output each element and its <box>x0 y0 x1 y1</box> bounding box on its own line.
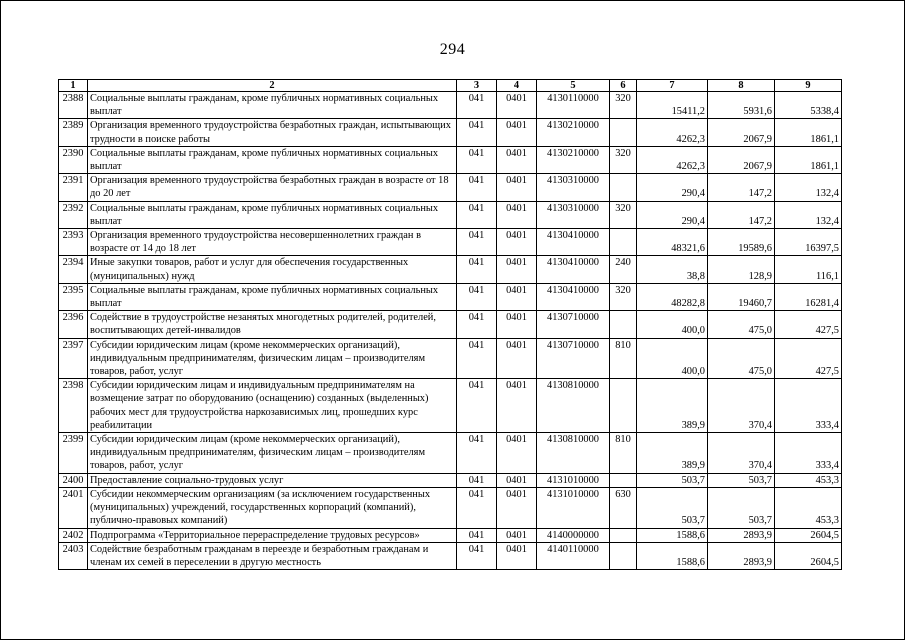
row-name: Субсидии юридическим лицам (кроме некоммерческих организаций), индивидуальным предпринимателям, физическим лицам – производителям товаров, работ, услуг <box>88 338 457 379</box>
col5-code: 4130210000 <box>537 119 610 146</box>
col7-value: 1588,6 <box>637 542 708 569</box>
col9-value: 453,3 <box>775 473 842 487</box>
row-number: 2391 <box>59 174 88 201</box>
col3-code: 041 <box>457 256 497 283</box>
table-row <box>59 146 842 173</box>
row-number: 2390 <box>59 146 88 173</box>
column-header-5: 5 <box>537 80 610 92</box>
table-row <box>59 256 842 283</box>
table-row <box>59 433 842 474</box>
row-name: Содействие безработным гражданам в переезде и безработным гражданам и членам их семей в переселении в другую местность <box>88 542 457 569</box>
col6-code <box>610 119 637 146</box>
col7-value: 503,7 <box>637 487 708 528</box>
col9-value: 333,4 <box>775 379 842 433</box>
col4-code: 0401 <box>497 528 537 542</box>
col7-value: 4262,3 <box>637 146 708 173</box>
column-header-1: 1 <box>59 80 88 92</box>
col4-code: 0401 <box>497 146 537 173</box>
column-header-7: 7 <box>637 80 708 92</box>
column-header-6: 6 <box>610 80 637 92</box>
row-number: 2399 <box>59 433 88 474</box>
col3-code: 041 <box>457 283 497 310</box>
col7-value: 4262,3 <box>637 119 708 146</box>
col8-value: 2893,9 <box>708 542 775 569</box>
col6-code: 630 <box>610 487 637 528</box>
col5-code: 4130410000 <box>537 256 610 283</box>
table-row <box>59 92 842 119</box>
row-name: Субсидии юридическим лицам (кроме некоммерческих организаций), индивидуальным предпринимателям, физическим лицам – производителям товаров, работ, услуг <box>88 433 457 474</box>
col3-code: 041 <box>457 487 497 528</box>
col8-value: 128,9 <box>708 256 775 283</box>
row-name: Организация временного трудоустройства несовершеннолетних граждан в возрасте от 14 до 18 лет <box>88 229 457 256</box>
table-row <box>59 487 842 528</box>
col5-code: 4130410000 <box>537 283 610 310</box>
col4-code: 0401 <box>497 542 537 569</box>
table-row <box>59 119 842 146</box>
col6-code <box>610 311 637 338</box>
col9-value: 116,1 <box>775 256 842 283</box>
col9-value: 2604,5 <box>775 542 842 569</box>
row-number: 2388 <box>59 92 88 119</box>
row-number: 2395 <box>59 283 88 310</box>
col5-code: 4130310000 <box>537 201 610 228</box>
row-number: 2400 <box>59 473 88 487</box>
col6-code: 240 <box>610 256 637 283</box>
col9-value: 132,4 <box>775 174 842 201</box>
col4-code: 0401 <box>497 311 537 338</box>
row-name: Субсидии юридическим лицам и индивидуальным предпринимателям на возмещение затрат по оборудованию (оснащению) созданных (выделенных) рабочих мест для трудоустройства наркозависимых лиц, прошедших курс реабилитации <box>88 379 457 433</box>
col5-code: 4130110000 <box>537 92 610 119</box>
col3-code: 041 <box>457 174 497 201</box>
row-number: 2401 <box>59 487 88 528</box>
col8-value: 147,2 <box>708 174 775 201</box>
col3-code: 041 <box>457 311 497 338</box>
col5-code: 4131010000 <box>537 473 610 487</box>
col8-value: 370,4 <box>708 433 775 474</box>
col4-code: 0401 <box>497 283 537 310</box>
col9-value: 16281,4 <box>775 283 842 310</box>
col3-code: 041 <box>457 433 497 474</box>
row-name: Организация временного трудоустройства безработных граждан, испытывающих трудности в поиске работы <box>88 119 457 146</box>
col8-value: 2067,9 <box>708 119 775 146</box>
col3-code: 041 <box>457 92 497 119</box>
col5-code: 4130810000 <box>537 433 610 474</box>
col5-code: 4130410000 <box>537 229 610 256</box>
col7-value: 400,0 <box>637 338 708 379</box>
col4-code: 0401 <box>497 174 537 201</box>
col7-value: 389,9 <box>637 379 708 433</box>
col3-code: 041 <box>457 542 497 569</box>
col6-code <box>610 379 637 433</box>
col3-code: 041 <box>457 146 497 173</box>
column-header-8: 8 <box>708 80 775 92</box>
row-number: 2393 <box>59 229 88 256</box>
col3-code: 041 <box>457 379 497 433</box>
col7-value: 290,4 <box>637 201 708 228</box>
col9-value: 1861,1 <box>775 146 842 173</box>
col3-code: 041 <box>457 338 497 379</box>
table-row <box>59 201 842 228</box>
col4-code: 0401 <box>497 201 537 228</box>
col5-code: 4140110000 <box>537 542 610 569</box>
col9-value: 2604,5 <box>775 528 842 542</box>
row-name: Подпрограмма «Территориальное перераспределение трудовых ресурсов» <box>88 528 457 542</box>
col8-value: 503,7 <box>708 473 775 487</box>
col8-value: 503,7 <box>708 487 775 528</box>
col8-value: 19589,6 <box>708 229 775 256</box>
col7-value: 48321,6 <box>637 229 708 256</box>
col8-value: 475,0 <box>708 338 775 379</box>
row-name: Организация временного трудоустройства безработных граждан в возрасте от 18 до 20 лет <box>88 174 457 201</box>
col4-code: 0401 <box>497 92 537 119</box>
col7-value: 38,8 <box>637 256 708 283</box>
column-header-3: 3 <box>457 80 497 92</box>
table-row <box>59 473 842 487</box>
col8-value: 5931,6 <box>708 92 775 119</box>
row-number: 2397 <box>59 338 88 379</box>
col6-code <box>610 174 637 201</box>
col5-code: 4130810000 <box>537 379 610 433</box>
table-body <box>59 92 842 570</box>
col8-value: 19460,7 <box>708 283 775 310</box>
row-number: 2402 <box>59 528 88 542</box>
col5-code: 4140000000 <box>537 528 610 542</box>
table-row <box>59 174 842 201</box>
table-row <box>59 379 842 433</box>
col6-code <box>610 528 637 542</box>
row-name: Социальные выплаты гражданам, кроме публичных нормативных социальных выплат <box>88 201 457 228</box>
col7-value: 400,0 <box>637 311 708 338</box>
col3-code: 041 <box>457 473 497 487</box>
col3-code: 041 <box>457 119 497 146</box>
col9-value: 427,5 <box>775 338 842 379</box>
col9-value: 5338,4 <box>775 92 842 119</box>
col6-code: 320 <box>610 201 637 228</box>
budget-table <box>58 79 842 570</box>
col6-code: 810 <box>610 338 637 379</box>
col6-code: 320 <box>610 283 637 310</box>
row-number: 2394 <box>59 256 88 283</box>
col8-value: 147,2 <box>708 201 775 228</box>
row-name: Предоставление социально-трудовых услуг <box>88 473 457 487</box>
table-row <box>59 338 842 379</box>
col9-value: 453,3 <box>775 487 842 528</box>
row-name: Иные закупки товаров, работ и услуг для обеспечения государственных (муниципальных) нужд <box>88 256 457 283</box>
col6-code <box>610 473 637 487</box>
col5-code: 4131010000 <box>537 487 610 528</box>
col9-value: 1861,1 <box>775 119 842 146</box>
column-header-9: 9 <box>775 80 842 92</box>
col5-code: 4130310000 <box>537 174 610 201</box>
col8-value: 370,4 <box>708 379 775 433</box>
row-name: Содействие в трудоустройстве незанятых многодетных родителей, родителей, воспитывающих детей-инвалидов <box>88 311 457 338</box>
col4-code: 0401 <box>497 473 537 487</box>
table-row <box>59 283 842 310</box>
col7-value: 15411,2 <box>637 92 708 119</box>
col6-code: 810 <box>610 433 637 474</box>
header-row <box>59 80 842 92</box>
col5-code: 4130710000 <box>537 338 610 379</box>
col6-code: 320 <box>610 92 637 119</box>
table-row <box>59 311 842 338</box>
row-number: 2403 <box>59 542 88 569</box>
col4-code: 0401 <box>497 379 537 433</box>
col6-code <box>610 229 637 256</box>
col7-value: 503,7 <box>637 473 708 487</box>
table-row <box>59 229 842 256</box>
row-name: Субсидии некоммерческим организациям (за исключением государственных (муниципальных) учреждений, государственных корпораций (компаний), публично-правовых компаний) <box>88 487 457 528</box>
col4-code: 0401 <box>497 487 537 528</box>
col3-code: 041 <box>457 229 497 256</box>
col3-code: 041 <box>457 528 497 542</box>
col9-value: 333,4 <box>775 433 842 474</box>
col4-code: 0401 <box>497 229 537 256</box>
col6-code <box>610 542 637 569</box>
col7-value: 389,9 <box>637 433 708 474</box>
row-name: Социальные выплаты гражданам, кроме публичных нормативных социальных выплат <box>88 283 457 310</box>
row-number: 2398 <box>59 379 88 433</box>
row-name: Социальные выплаты гражданам, кроме публичных нормативных социальных выплат <box>88 146 457 173</box>
col9-value: 427,5 <box>775 311 842 338</box>
col4-code: 0401 <box>497 256 537 283</box>
table-row <box>59 542 842 569</box>
column-header-2: 2 <box>88 80 457 92</box>
column-header-4: 4 <box>497 80 537 92</box>
row-name: Социальные выплаты гражданам, кроме публичных нормативных социальных выплат <box>88 92 457 119</box>
table-row <box>59 528 842 542</box>
col9-value: 132,4 <box>775 201 842 228</box>
col5-code: 4130210000 <box>537 146 610 173</box>
col4-code: 0401 <box>497 338 537 379</box>
col7-value: 290,4 <box>637 174 708 201</box>
col6-code: 320 <box>610 146 637 173</box>
col4-code: 0401 <box>497 433 537 474</box>
col5-code: 4130710000 <box>537 311 610 338</box>
col8-value: 475,0 <box>708 311 775 338</box>
col4-code: 0401 <box>497 119 537 146</box>
col3-code: 041 <box>457 201 497 228</box>
col9-value: 16397,5 <box>775 229 842 256</box>
col8-value: 2893,9 <box>708 528 775 542</box>
row-number: 2389 <box>59 119 88 146</box>
row-number: 2396 <box>59 311 88 338</box>
col8-value: 2067,9 <box>708 146 775 173</box>
col7-value: 48282,8 <box>637 283 708 310</box>
page-number: 294 <box>439 41 466 58</box>
row-number: 2392 <box>59 201 88 228</box>
col7-value: 1588,6 <box>637 528 708 542</box>
